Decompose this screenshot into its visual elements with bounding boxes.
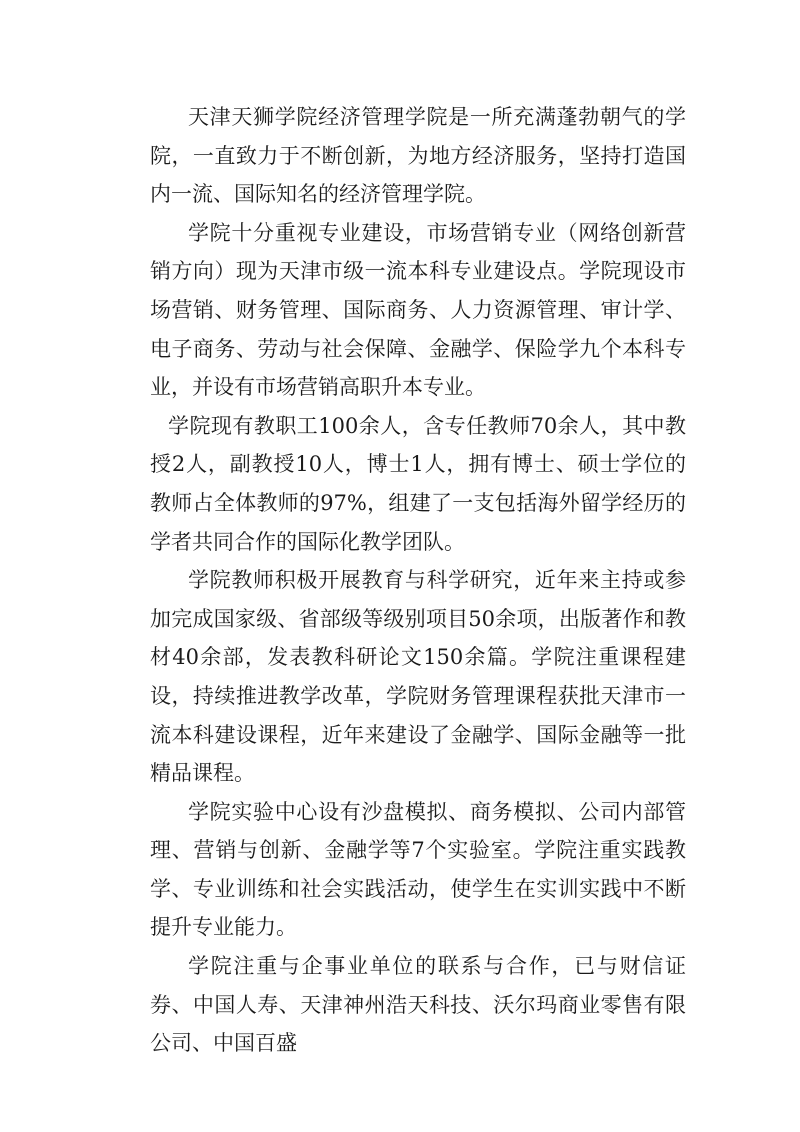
paragraph-majors: 学院十分重视专业建设，市场营销专业（网络创新营销方向）现为天津市级一流本科专业建设点。学院现设市场营销、财务管理、国际商务、人力资源管理、审计学、电子商务、劳动与社会保障、金融学、保险学九个本科专业，并设有市场营销高职升本专业。: [150, 220, 686, 400]
paragraph-research: 学院教师积极开展教育与科学研究，近年来主持或参加完成国家级、省部级等级别项目50余项，出版著作和教材40余部，发表教科研论文150余篇。学院注重课程建设，持续推进教学改革，学院财务管理课程获批天津市一流本科建设课程，近年来建设了金融学、国际金融等一批精品课程。: [150, 568, 686, 786]
paragraph-lab-center: 学院实验中心设有沙盘模拟、商务模拟、公司内部管理、营销与创新、金融学等7个实验室。学院注重实践教学、专业训练和社会实践活动，使学生在实训实践中不断提升专业能力。: [150, 799, 686, 940]
paragraph-intro: 天津天狮学院经济管理学院是一所充满蓬勃朝气的学院，一直致力于不断创新，为地方经济服务，坚持打造国内一流、国际知名的经济管理学院。: [150, 105, 686, 207]
document-body: [150, 98, 686, 1063]
paragraph-cooperation: 学院注重与企事业单位的联系与合作，已与财信证券、中国人寿、天津神州浩天科技、沃尔玛商业零售有限公司、中国百盛: [150, 954, 686, 1056]
paragraph-faculty: 学院现有教职工100余人，含专任教师70余人，其中教授2人，副教授10人，博士1人，拥有博士、硕士学位的教师占全体教师的97%，组建了一支包括海外留学经历的学者共同合作的国际化教学团队。: [150, 413, 686, 554]
